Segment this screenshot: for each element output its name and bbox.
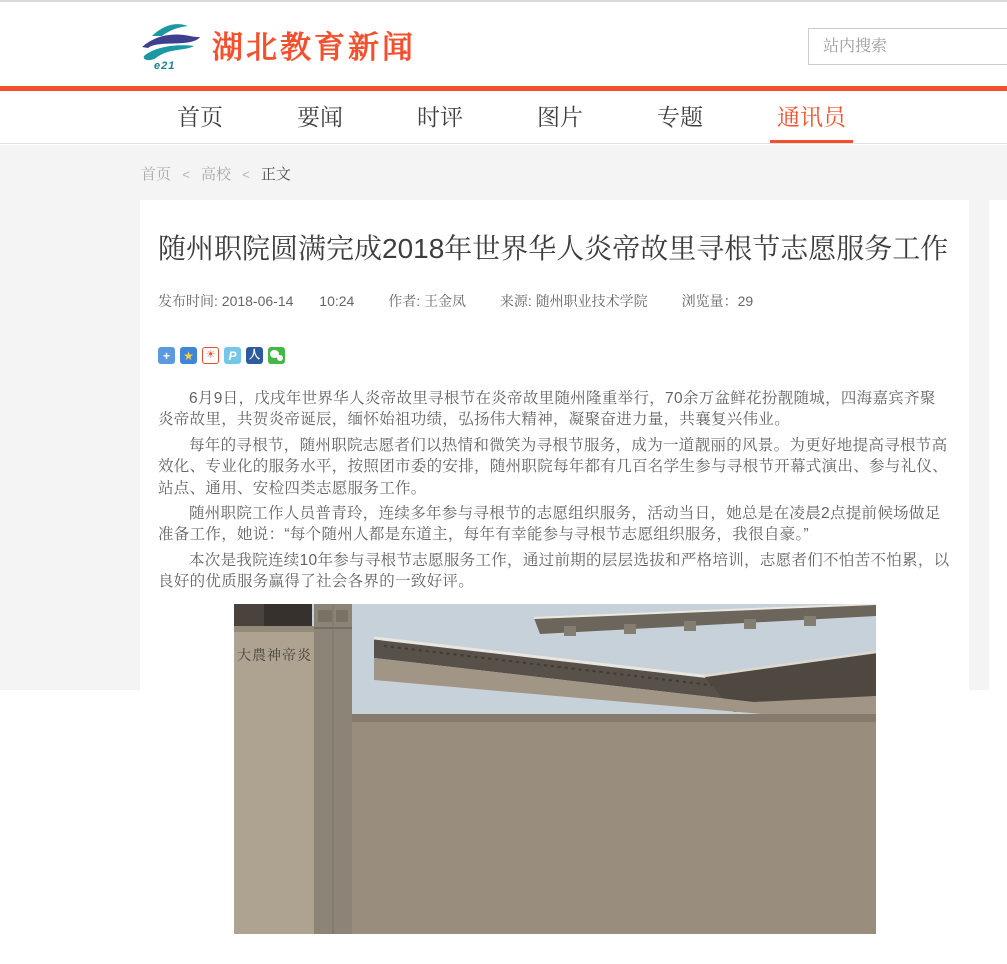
nav-item-pictures[interactable]: 图片 (537, 104, 583, 130)
sidebar-card (989, 200, 1007, 700)
publish-time-label: 发布时间: (158, 293, 218, 309)
site-title: 湖北教育新闻 (212, 29, 416, 65)
article-paragraph: 每年的寻根节，随州职院志愿者们以热情和微笑为寻根节服务，成为一道靓丽的风景。为更好地提高寻根节高效化、专业化的服务水平，按照团市委的安排，随州职院每年都有几百名学生参与寻根节开幕式演出、参与礼仪、站点、通用、安检四类志愿服务工作。 (158, 436, 949, 497)
article-title: 随州职院圆满完成2018年世界华人炎帝故里寻根节志愿服务工作 (158, 233, 949, 264)
article-photo (234, 604, 876, 934)
share-bar (158, 347, 951, 364)
article-card (140, 200, 969, 964)
logo-e21-text: e21 (154, 60, 176, 72)
site-search (808, 28, 1007, 65)
qzone-icon[interactable]: ★ (180, 347, 197, 364)
article-meta (158, 291, 951, 311)
source-label: 来源: (499, 293, 532, 309)
breadcrumb-separator: < (242, 167, 250, 182)
nav-item-correspondent[interactable]: 通讯员 (770, 91, 853, 143)
site-logo[interactable] (138, 14, 416, 74)
page-background (0, 145, 1007, 690)
wave-logo-icon (138, 14, 204, 74)
renren-icon[interactable]: 人 (246, 347, 263, 364)
photo-plaque-text: 大農神帝炎 (236, 648, 311, 665)
breadcrumb-current: 正文 (260, 166, 291, 183)
nav-item-commentary[interactable]: 时评 (417, 104, 463, 130)
article-body (158, 388, 951, 592)
search-input[interactable] (808, 28, 1007, 65)
main-nav (0, 91, 1007, 144)
article-paragraph: 本次是我院连续10年参与寻根节志愿服务工作，通过前期的层层选拔和严格培训，志愿者们不怕苦不怕累，以良好的优质服务赢得了社会各界的一致好评。 (158, 551, 950, 590)
breadcrumb (141, 163, 291, 184)
site-header (0, 2, 1007, 86)
share-more-icon[interactable]: + (158, 347, 175, 364)
author-label: 作者: (388, 293, 421, 309)
nav-item-home[interactable]: 首页 (177, 104, 223, 130)
nav-item-news[interactable]: 要闻 (297, 104, 343, 130)
source-name: 随州职业技术学院 (535, 293, 648, 309)
wechat-icon[interactable] (268, 347, 285, 364)
views-count: 29 (737, 293, 754, 309)
breadcrumb-separator: < (182, 167, 190, 182)
breadcrumb-home[interactable]: 首页 (141, 166, 172, 183)
author-name: 王金凤 (424, 293, 467, 309)
views-label: 浏览量： (681, 293, 738, 309)
publish-time: 10:24 (319, 293, 355, 309)
article-paragraph: 随州职院工作人员普青玲，连续多年参与寻根节的志愿组织服务，活动当日，她总是在凌晨2点提前候场做足准备工作，她说：“每个随州人都是东道主，每年有幸能参与寻根节志愿组织服务，我很自豪。” (158, 504, 941, 544)
article-paragraph: 6月9日，戊戌年世界华人炎帝故里寻根节在炎帝故里随州隆重举行，70余万盆鲜花扮靓随城，四海嘉宾齐聚炎帝故里，共贺炎帝诞辰，缅怀始祖功绩，弘扬伟大精神，凝聚奋进力量，共襄复兴伟业。 (158, 390, 936, 429)
sina-weibo-icon[interactable]: ☀ (202, 347, 219, 364)
nav-item-topics[interactable]: 专题 (657, 104, 703, 130)
tencent-weibo-icon[interactable]: P (224, 347, 241, 364)
breadcrumb-colleges[interactable]: 高校 (200, 166, 231, 183)
publish-date: 2018-06-14 (221, 293, 294, 309)
